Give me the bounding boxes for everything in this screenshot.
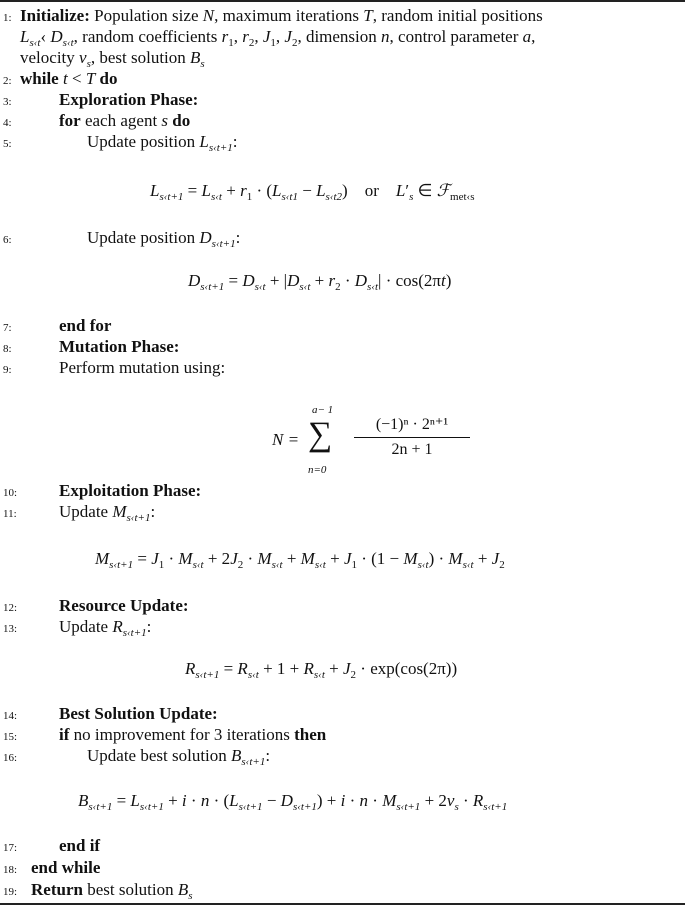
equation-M-update: $M_{s‹t+1} = J_1 \cdot M_{s‹t} + 2J_2 \cdot M_{s‹t} + M_{s‹t} + J_1 \cdot (1 - M_{s‹t}) \cdot M_{s‹t} + J_2$ xyxy=(95,549,505,571)
line-number: 14: xyxy=(3,710,18,722)
section-heading-exploration: Exploration Phase: xyxy=(59,90,199,109)
equation-N-mutation: N = ∑ a− 1 n=0 (−1)ⁿ · 2ⁿ⁺¹ 2n + 1 xyxy=(272,404,572,484)
equation-B-update: $B_{s‹t+1} = L_{s‹t+1} + i \cdot n \cdot (L_{s‹t+1} - D_{s‹t+1}) + i \cdot n \cdot M_{s‹t+1} + 2v_s \cdot R_{s‹t+1}$ xyxy=(78,791,508,813)
keyword-while: while xyxy=(20,69,59,88)
line-number: 10: xyxy=(3,487,18,499)
equation-D-update: $D_{s‹t+1} = D_{s‹t} + |D_{s‹t} + r_2 \cdot D_{s‹t}| \cdot \cos(2\pi t)$ xyxy=(188,271,452,293)
section-heading-exploitation: Exploitation Phase: xyxy=(59,481,202,500)
line-number: 17: xyxy=(3,842,18,854)
line-number: 9: xyxy=(3,364,12,376)
line-number: 5: xyxy=(3,138,12,150)
line-number: 15: xyxy=(3,731,18,743)
line-number: 18: xyxy=(3,864,18,876)
keyword-end-for: end for xyxy=(59,316,112,335)
line-number: 1: xyxy=(3,12,12,24)
keyword-initialize: Initialize: xyxy=(20,6,90,25)
line-number: 12: xyxy=(3,602,18,614)
keyword-if: if xyxy=(59,725,70,744)
keyword-end-if: end if xyxy=(59,836,101,855)
keyword-then: then xyxy=(294,725,327,744)
line-number: 6: xyxy=(3,234,12,246)
top-rule xyxy=(0,0,685,2)
line-number: 11: xyxy=(3,508,17,520)
line-number: 19: xyxy=(3,886,18,898)
line-number: 3: xyxy=(3,96,12,108)
section-heading-mutation: Mutation Phase: xyxy=(59,337,180,356)
bottom-rule xyxy=(0,903,685,905)
line-number: 2: xyxy=(3,75,12,87)
equation-R-update: $R_{s‹t+1} = R_{s‹t} + 1 + R_{s‹t} + J_2 \cdot \exp(\cos(2\pi))$ xyxy=(185,659,458,681)
section-heading-resource: Resource Update: xyxy=(59,596,189,615)
keyword-for: for xyxy=(59,111,81,130)
line-number: 13: xyxy=(3,623,18,635)
keyword-return: Return xyxy=(31,880,83,899)
line-number: 8: xyxy=(3,343,12,355)
line-number: 7: xyxy=(3,322,12,334)
line-number: 4: xyxy=(3,117,12,129)
keyword-do: do xyxy=(99,69,118,88)
section-heading-best-solution: Best Solution Update: xyxy=(59,704,218,723)
keyword-end-while: end while xyxy=(31,858,101,877)
summation-icon: ∑ xyxy=(308,416,333,453)
equation-L-update: $L_{s‹t+1} = L_{s‹t} + r_1 \cdot (L_{s‹t1} - L_{s‹t2})$ or $L'_s$ ∈ ℱ$_{met‹s}$ xyxy=(150,181,475,203)
line-number: 16: xyxy=(3,752,18,764)
